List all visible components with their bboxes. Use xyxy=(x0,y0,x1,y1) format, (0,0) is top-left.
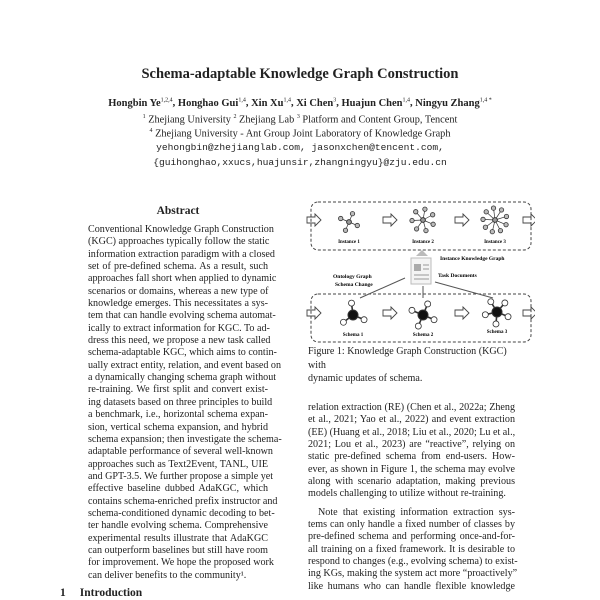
affiliation-2: Zhejiang Lab xyxy=(239,114,295,126)
flow-arrow-icon xyxy=(307,307,321,319)
email-line-1: yehongbin@zhejianglab.com, jasonxchen@tencent.com, xyxy=(156,142,444,153)
right-column-body xyxy=(308,402,518,593)
arrow-schema1-doc xyxy=(360,278,405,298)
schema-label: Schema 3 xyxy=(486,330,508,335)
abstract-line: (KGC) approaches typically follow the static xyxy=(88,236,270,248)
email-line-2: {guihonghao,xxucs,huajunsir,zhangningyu}@zju.edu.cn xyxy=(153,157,447,168)
abstract-line: a benchmark, i.e., horizontal schema expan- xyxy=(88,409,268,421)
ontology-label: Ontology Graph xyxy=(333,274,372,280)
schema-graph-2 xyxy=(409,301,437,329)
abstract-line: contains schema-enriched prefix instructor and xyxy=(88,495,278,507)
author-affiliation-marks: 1,4 * xyxy=(479,97,492,103)
figure-1-diagram xyxy=(305,198,535,346)
affiliations-line-1: $^1$ Zhejiang University $^2$ Zhejiang Lab $^3$ Platform and Content Group, Tencent xyxy=(142,114,458,126)
author-name: Honghao Gui xyxy=(177,97,239,109)
flow-arrow-icon xyxy=(523,214,535,226)
caption-line: Figure 1: Knowledge Graph Construction (KGC) with xyxy=(308,346,507,371)
abstract-line: set of pre-defined schema. As a result, such xyxy=(88,261,268,273)
abstract-body xyxy=(88,224,282,582)
affiliation-4: Zhejiang University - Ant Group Joint Laboratory of Knowledge Graph xyxy=(155,128,451,140)
task-document-icon xyxy=(411,250,431,284)
abstract-line: ually extract entity, relation, and event based on xyxy=(88,359,282,371)
caption-line: dynamic updates of schema. xyxy=(308,373,423,384)
abstract-line: schema-conditioned dynamic decoding to bet- xyxy=(88,507,275,519)
flow-arrow-icon xyxy=(383,214,397,226)
author-name: Xin Xu xyxy=(251,97,284,109)
instance-label: Instance 1 xyxy=(338,240,360,245)
schema-label: Schema 2 xyxy=(412,333,434,338)
body-text-line: relation extraction (RE) (Chen et al., 2022a; Zheng xyxy=(308,402,515,413)
section-title: Introduction xyxy=(79,587,143,599)
instance-label: Instance 2 xyxy=(412,240,434,245)
figure-1-caption xyxy=(308,345,515,386)
body-text-line: all training on a fixed framework. It is desirable to xyxy=(308,543,515,555)
instance-kg-label: Instance Knowledge Graph xyxy=(440,256,505,262)
affiliation-1: Zhejiang University xyxy=(148,114,231,126)
abstract-line: information extraction paradigm with a closed xyxy=(88,248,275,260)
flow-arrow-icon xyxy=(383,307,397,319)
body-text-line: ever, as shown in Figure 1, the schema may evolve xyxy=(308,463,515,475)
author xyxy=(108,98,172,109)
body-text-line: pre-defined schema and performing once-and-for- xyxy=(308,531,515,543)
schema-graph-1 xyxy=(340,300,367,325)
abstract-line: and GPT-3.5. We further propose a simple yet xyxy=(88,470,274,482)
author xyxy=(415,98,492,109)
abstract-line: scenarios or domains, whereas a new type of xyxy=(88,285,269,297)
body-text-line: static pre-defined schema from end-users. How- xyxy=(308,451,515,463)
abstract-line: Conventional Knowledge Graph Construction xyxy=(88,224,274,235)
body-text-line: like humans who can handle flexible knowledge xyxy=(308,580,515,592)
abstract-line: experimental results illustrate that AdaKGC xyxy=(88,532,268,544)
abstract-line: sion, vertical schema expansion, and hybrid xyxy=(88,421,268,433)
instance-graph-2 xyxy=(410,207,436,233)
flow-arrow-icon xyxy=(455,307,469,319)
flow-arrow-icon xyxy=(307,214,321,226)
section-number: 1 xyxy=(60,587,66,599)
body-text-line: respond to changes (e.g., evolving schema) to exist- xyxy=(308,556,518,568)
instance-graph-3 xyxy=(481,206,509,234)
body-text-line: models challenging to utilize without re-training. xyxy=(308,488,506,500)
author-name: Ningyu Zhang xyxy=(415,97,480,109)
body-text-line: ing KGs, making the system act more “proactively” xyxy=(308,568,518,580)
author-affiliation-marks: 3 xyxy=(333,97,337,103)
task-docs-label: Task Documents xyxy=(438,273,477,279)
flow-arrow-icon xyxy=(455,214,469,226)
body-text-line: (EE) (Huang et al., 2018; Liu et al., 2020; Lu et al., xyxy=(308,426,516,438)
body-text-line: tems can only handle a fixed number of classes by xyxy=(308,519,515,531)
author-affiliation-marks: 1,4 xyxy=(238,97,246,103)
abstract-line: approaches fall short when applied to dynamic xyxy=(88,273,277,285)
affiliation-3: Platform and Content Group, Tencent xyxy=(302,114,458,126)
abstract-line: a dynamically changing schema graph without xyxy=(88,372,277,384)
abstract-line: dress this need, we propose a new task called xyxy=(88,335,271,347)
author-name: Huajun Chen xyxy=(341,97,403,109)
schema-graph-3 xyxy=(482,299,511,327)
instance-label: Instance 3 xyxy=(484,240,506,245)
author-name: Hongbin Ye xyxy=(108,97,161,109)
body-text-line: Note that existing information extraction sys- xyxy=(318,506,515,518)
section-heading-introduction xyxy=(60,587,156,599)
author-name: Xi Chen xyxy=(296,97,334,109)
abstract-line: re-training. We first split and convert exist- xyxy=(88,384,268,396)
abstract-line: tem that can handle evolving schema automat- xyxy=(88,310,276,322)
author-affiliation-marks: 1,4 xyxy=(402,97,410,103)
abstract-heading: Abstract xyxy=(156,205,200,217)
schema-change-label: Schema Change xyxy=(335,282,373,288)
author-affiliation-marks: 1,4 xyxy=(283,97,291,103)
instance-graph-1 xyxy=(339,212,360,233)
arrow-schema3-doc xyxy=(435,282,493,298)
body-text-line: along with scenario adaptation, making previous xyxy=(308,476,515,488)
author xyxy=(178,98,246,109)
author-affiliation-marks: 1,2,4 xyxy=(160,97,173,103)
flow-arrow-icon xyxy=(523,307,535,319)
body-text-line: et al., 2021; Yao et al., 2022) and event extraction xyxy=(308,414,515,426)
affiliations-line-2: $^4$ Zhejiang University - Ant Group Joint Laboratory of Knowledge Graph xyxy=(149,128,451,140)
body-text-line: 2021; Lou et al., 2023) are “reactive”, relying on xyxy=(308,439,515,451)
schema-label: Schema 1 xyxy=(342,333,364,338)
abstract-line: can outperform baselines but still have room xyxy=(88,544,268,556)
abstract-line: ing datasets based on three principles to build xyxy=(88,396,273,408)
abstract-line: for improvement. We hope the proposed work xyxy=(88,557,274,569)
author xyxy=(251,98,291,109)
abstract-line: can deliver benefits to the community¹. xyxy=(88,569,247,581)
paper-title: Schema-adaptable Knowledge Graph Construction xyxy=(141,66,459,82)
abstract-line: approaches such as Text2Event, TANL, UIE xyxy=(88,458,268,470)
abstract-line: adaptable performance of several well-known xyxy=(88,446,273,458)
author xyxy=(342,98,410,109)
author-list: Hongbin Ye$^{1,2,4}$, Honghao Gui$^{1,4}$, Xin Xu$^{1,4}$, Xi Chen$^3$, Huajun Chen$^{1,4}$, Ningyu Zhang$^{1,4 *}$ xyxy=(108,97,492,109)
abstract-line: knowledge emerges. This necessitates a sys- xyxy=(88,298,268,310)
abstract-line: schema expansion; then investigate the schema- xyxy=(88,433,282,445)
abstract-line: schema-adaptable KGC, which aims to contin- xyxy=(88,347,277,359)
abstract-line: effective baseline dubbed AdaKGC, which xyxy=(88,483,268,495)
abstract-line: ically to extract information for KGC. To ad- xyxy=(88,322,270,334)
author xyxy=(296,98,336,109)
abstract-line: ter handle evolving schema. Comprehensive xyxy=(88,520,268,532)
